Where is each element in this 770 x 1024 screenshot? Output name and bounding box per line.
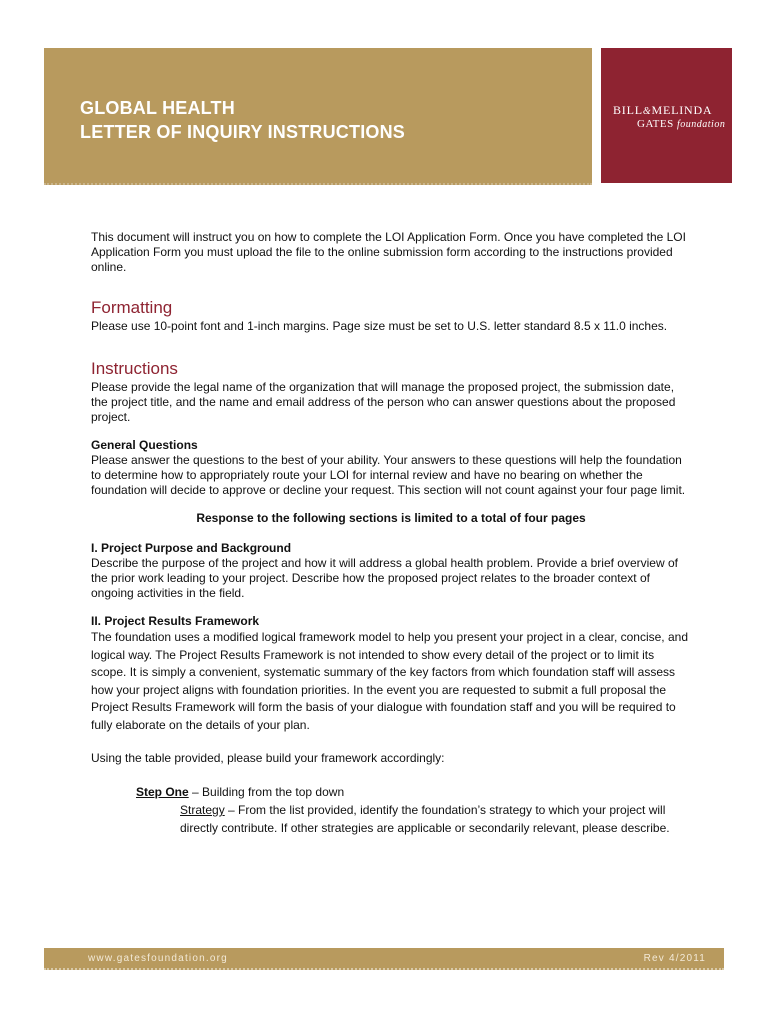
step-one-block xyxy=(91,783,691,837)
general-questions-paragraph: Please answer the questions to the best of your ability. Your answers to these questions will help the foundation to determine how to appropriately route your LOI for internal review and have no bearing on whether the foundation will decide to approve or decline your request. This section will not count against your four page limit. xyxy=(91,453,686,497)
strategy-item xyxy=(136,801,691,837)
logo-bill: BILL xyxy=(613,103,643,117)
logo-band xyxy=(601,48,732,183)
project-purpose-paragraph: Describe the purpose of the project and how it will address a global health problem. Provide a brief overview of the prior work leading to your project. Describe how the proposed project relates to the broader context of ongoing activities in the field. xyxy=(91,556,678,600)
logo-melinda: MELINDA xyxy=(651,103,713,117)
formatting-heading: Formatting xyxy=(91,298,173,317)
header-band xyxy=(44,48,592,185)
document-body xyxy=(91,230,691,837)
logo-ampersand: & xyxy=(642,106,652,117)
title-line-1: GLOBAL HEALTH xyxy=(80,98,235,118)
intro-paragraph: This document will instruct you on how to complete the LOI Application Form. Once you have completed the LOI Application Form you must upload the file to the online submission form according to the instructions provided online. xyxy=(91,230,686,274)
formatting-paragraph: Please use 10-point font and 1-inch margins. Page size must be set to U.S. letter standard 8.5 x 11.0 inches. xyxy=(91,319,668,333)
using-table-paragraph: Using the table provided, please build your framework accordingly: xyxy=(91,751,445,765)
title-line-2: LETTER OF INQUIRY INSTRUCTIONS xyxy=(80,122,406,142)
step-one-text: – Building from the top down xyxy=(188,785,345,799)
results-framework-heading: II. Project Results Framework xyxy=(91,614,260,628)
logo-foundation: foundation xyxy=(676,119,726,130)
footer-band xyxy=(44,948,724,970)
instructions-heading: Instructions xyxy=(91,359,178,378)
gates-foundation-logo xyxy=(613,104,725,131)
document-title xyxy=(80,96,405,144)
instructions-paragraph: Please provide the legal name of the organization that will manage the proposed project, the submission date, the project title, and the name and email address of the person who can answer questions about the proposed project. xyxy=(91,380,676,424)
logo-gates: GATES xyxy=(637,118,674,130)
strategy-text: – From the list provided, identify the foundation’s strategy to which your project will directly contribute. If other strategies are applicable or secondarily relevant, please describe. xyxy=(180,803,670,835)
page-limit-note: Response to the following sections is limited to a total of four pages xyxy=(196,511,586,525)
project-purpose-heading: I. Project Purpose and Background xyxy=(91,541,292,555)
footer-url: www.gatesfoundation.org xyxy=(88,953,228,964)
step-one-label: Step One xyxy=(136,785,189,799)
strategy-label: Strategy xyxy=(180,803,225,817)
footer-revision: Rev 4/2011 xyxy=(643,953,706,964)
general-questions-heading: General Questions xyxy=(91,438,198,452)
results-framework-paragraph: The foundation uses a modified logical framework model to help you present your project in a clear, concise, and logical way. The Project Results Framework is not intended to show every detail of the project or to limit its scope. It is simply a convenient, systematic summary of the key factors from which foundation staff will assess how your project aligns with foundation priorities. In the event you are requested to submit a full proposal the Project Results Framework will form the basis of your dialogue with foundation staff and you will be required to fully elaborate on the details of your plan. xyxy=(91,630,688,732)
